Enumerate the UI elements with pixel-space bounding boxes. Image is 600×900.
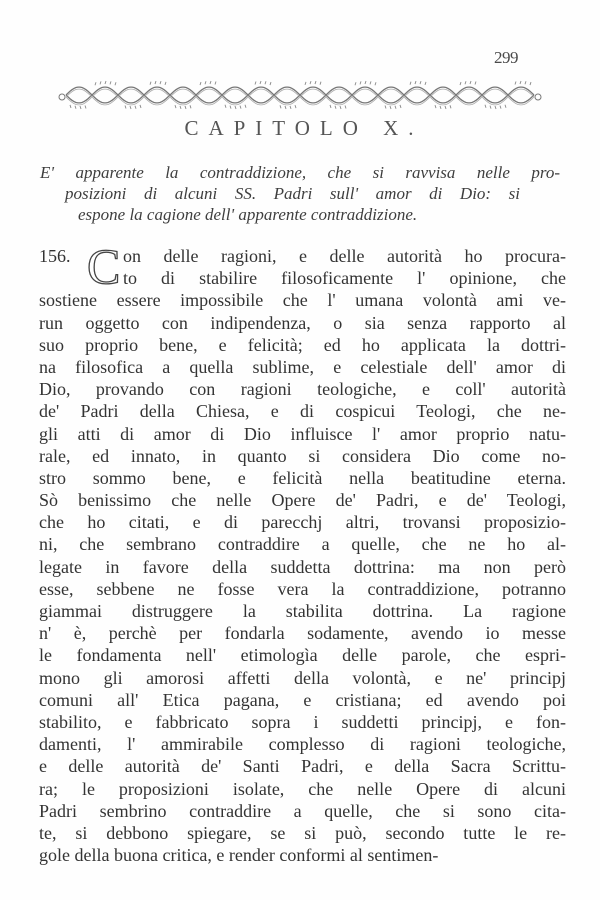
ornament-leaf [150, 82, 151, 85]
decorative-border-ornament [56, 80, 544, 110]
subtitle-line: posizioni di alcuni SS. Padri sull' amor di Dio: si [65, 184, 520, 203]
text-line: gli atti di amor di Dio influisce l' amor proprio natu- [39, 423, 566, 444]
ornament-leaf [175, 105, 176, 108]
ornament-leaf [490, 106, 491, 109]
ornament-leaf [160, 81, 161, 84]
ornament-leaf [215, 82, 216, 85]
ornament-leaf [485, 105, 486, 108]
ornament-leaf [475, 82, 476, 85]
ornament-leaf [505, 105, 506, 108]
text-line: comuni all' Etica pagana, e cristiana; ed avendo poi [39, 689, 566, 710]
ornament-leaf [110, 81, 111, 84]
ornament-leaf [400, 105, 401, 108]
text-line: esse, sebbene ne fosse vera la contraddizione, potranno [39, 578, 566, 599]
text-line: rale, ed innato, in quanto si considera Dio come no- [39, 445, 566, 466]
text-line: e delle autorità de' Santi Padri, e della Sacra Scrittu- [39, 756, 566, 777]
text-line: damenti, l' ammirabile complesso di ragioni teologiche, [39, 734, 566, 755]
ornament-leaf [440, 106, 441, 109]
ornament-leaf [235, 106, 236, 109]
ornament-leaf [435, 105, 436, 108]
body-paragraph [39, 238, 566, 866]
text-line: ni, che sembrano contraddire a quelle, che ne ho al- [39, 534, 566, 555]
ornament-leaf [395, 106, 396, 109]
text-line: mono gli amorosi affetti della volontà, e ne' principj [39, 667, 566, 688]
page-number: 299 [494, 48, 518, 67]
text-line: che ho citati, e di parecchj altri, trovansi proposizio- [39, 512, 566, 533]
text-line: run oggetto con indipendenza, o sia senza rapporto al [39, 312, 566, 333]
ornament-leaf [95, 82, 96, 85]
ornament-leaf [530, 82, 531, 85]
text-line: stabilito, e fabbricato sopra i suddetti principj, e fon- [39, 711, 566, 732]
ornament-leaf [355, 82, 356, 85]
ornament-leaf [320, 82, 321, 85]
ornament-leaf [130, 106, 131, 109]
ornament-leaf [105, 81, 106, 84]
text-line: Padri sembrino contraddire a quelle, che si sono cita- [39, 800, 566, 821]
ornament-leaf [115, 82, 116, 85]
text-line: to di stabilire filosoficamente l' opinione, che [123, 268, 566, 289]
drop-cap-initial: C [87, 238, 121, 294]
ornament-leaf [525, 81, 526, 84]
chapter-subtitle [40, 162, 560, 225]
ornament-leaf [180, 106, 181, 109]
ornament-leaf [520, 81, 521, 84]
ornament-leaf [500, 106, 501, 109]
text-line: Dio, provando con ragioni teologiche, e coll' autorità [39, 379, 566, 400]
ornament-leaf [155, 81, 156, 84]
text-line-content: on delle ragioni, e delle autorità ho procura- [123, 246, 566, 266]
text-line: de' Padri della Chiesa, e di cospicui Teologi, che ne- [39, 401, 566, 422]
text-line: stro sommo bene, e felicità nella beatitudine eterna. [39, 467, 566, 488]
ornament-leaf [100, 81, 101, 84]
ornament-leaf [385, 105, 386, 108]
ornament-leaf [230, 106, 231, 109]
ornament-leaf [140, 105, 141, 108]
ornament-leaf [265, 81, 266, 84]
ornament-leaf [240, 106, 241, 109]
ornament-leaf [80, 106, 81, 109]
ornament-leaf [210, 81, 211, 84]
ornament-leaf [270, 82, 271, 85]
ornament-leaf [415, 81, 416, 84]
chapter-title: CAPITOLO X. [184, 116, 424, 140]
text-line: gole della buona critica, e render conformi al sentimen- [39, 845, 439, 866]
text-line: sostiene essere impossibile che l' umana volontà ami ve- [39, 290, 566, 311]
ornament-leaf [460, 82, 461, 85]
ornament-leaf [135, 106, 136, 109]
ornament-leaf [255, 82, 256, 85]
ornament-leaf [310, 81, 311, 84]
ornament-leaf [360, 81, 361, 84]
text-line: le fondamenta nell' etimologìa delle parole, che espri- [39, 645, 566, 666]
ornament-leaf [225, 105, 226, 108]
text-line: te, si debbono spiegare, se si può, secondo tutte le re- [39, 822, 566, 843]
ornament-leaf [340, 106, 341, 109]
ornament-leaf [165, 82, 166, 85]
ornament-leaf [200, 82, 201, 85]
ornament-leaf [495, 106, 496, 109]
ornament-leaf [75, 106, 76, 109]
ornament-leaf [285, 106, 286, 109]
ornament-leaf [280, 105, 281, 108]
paragraph-number: 156. [39, 246, 71, 266]
text-line: suo proprio bene, e felicità; ed ho applicata la dottri- [39, 334, 566, 355]
text-line: Sò benissimo che nelle Opere de' Padri, e de' Teologi, [39, 490, 566, 511]
ornament-leaf [70, 105, 71, 108]
ornament-leaf [260, 81, 261, 84]
ornament-leaf [85, 105, 86, 108]
ornament-leaf [420, 81, 421, 84]
ornament-leaf [315, 81, 316, 84]
ornament-leaf [375, 82, 376, 85]
ornament-leaf [305, 82, 306, 85]
ornament-leaf [470, 81, 471, 84]
ornament-leaf [450, 105, 451, 108]
ornament-leaf [205, 81, 206, 84]
text-line: giammai distruggere la stabilita dottrina. La ragione [39, 601, 566, 621]
ornament-leaf [290, 106, 291, 109]
ornament-leaf [465, 81, 466, 84]
text-line: na filosofica a quella sublime, e celestiale dell' amor di [39, 356, 566, 377]
ornament-leaf [335, 106, 336, 109]
ornament-leaf [295, 105, 296, 108]
ornament-leaf [410, 82, 411, 85]
ornament-leaf [515, 82, 516, 85]
ornament-leaf [345, 105, 346, 108]
ornament-leaf [185, 106, 186, 109]
text-line: legate in favore della suddetta dottrina: ma non però [39, 556, 566, 577]
subtitle-line: E' apparente la contraddizione, che si ravvisa nelle pro- [40, 163, 560, 182]
ornament-leaf [365, 81, 366, 84]
text-line: ra; le proposizioni isolate, che nelle Opere di alcuni [39, 778, 566, 799]
ornament-leaf [390, 106, 391, 109]
subtitle-line: espone la cagione dell' apparente contraddizione. [78, 205, 418, 224]
ornament-leaf [245, 105, 246, 108]
ornament-leaf [190, 105, 191, 108]
ornament-leaf [330, 105, 331, 108]
ornament-leaf [125, 105, 126, 108]
ornament-leaf [370, 81, 371, 84]
ornament-leaf [445, 106, 446, 109]
text-line: n' è, perchè per fondarla sodamente, avendo io messe [39, 623, 566, 644]
ornament-leaf [425, 82, 426, 85]
